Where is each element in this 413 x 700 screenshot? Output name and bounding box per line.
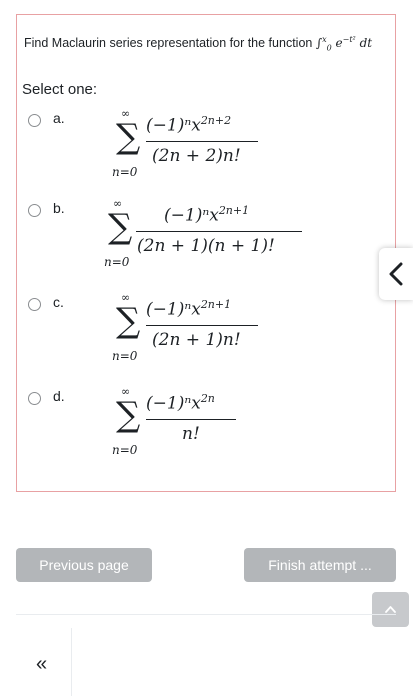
numerator [146, 392, 215, 414]
previous-page-button[interactable]: Previous page [16, 548, 152, 582]
integral-lower: 0 [326, 43, 332, 53]
option-letter: c. [53, 294, 64, 310]
integral-expression [315, 35, 373, 53]
option-letter: b. [53, 200, 65, 216]
sum-upper: ∞ [121, 107, 131, 120]
integral-sign: ∫ [315, 36, 323, 50]
sigma-icon: ∑ [108, 207, 133, 247]
numerator-base: (−1)ⁿx [146, 393, 201, 414]
integral-upper: x [322, 35, 327, 44]
radio-option-c[interactable] [28, 298, 41, 311]
collapse-drawer-button[interactable]: « [36, 653, 48, 675]
integrand: e [335, 36, 343, 50]
back-to-top-button[interactable] [372, 592, 409, 627]
footer-divider [16, 614, 396, 615]
radio-option-d[interactable] [28, 392, 41, 405]
sum-lower: n=0 [112, 349, 138, 363]
numerator-exponent: 2n+1 [200, 298, 232, 311]
numerator [164, 204, 249, 226]
sum-upper: ∞ [121, 385, 131, 398]
denominator: (2n + 1)n! [152, 330, 241, 350]
sum-lower: n=0 [112, 165, 138, 179]
radio-option-a[interactable] [28, 114, 41, 127]
denominator: n! [182, 424, 200, 444]
sum-upper: ∞ [113, 197, 123, 210]
numerator-exponent: 2n+1 [218, 204, 250, 217]
fraction-bar [136, 231, 302, 232]
denominator: (2n + 1)(n + 1)! [137, 236, 275, 256]
numerator [146, 298, 231, 320]
fraction-bar [146, 141, 258, 142]
sum-lower: n=0 [104, 255, 130, 269]
side-drawer-toggle[interactable] [379, 248, 413, 300]
option-letter: a. [53, 110, 65, 126]
numerator-exponent: 2n+2 [200, 114, 232, 127]
numerator-base: (−1)ⁿx [146, 115, 201, 136]
sigma-icon: ∑ [116, 395, 141, 435]
radio-option-b[interactable] [28, 204, 41, 217]
option-letter: d. [53, 388, 65, 404]
numerator-base: (−1)ⁿx [146, 299, 201, 320]
prompt-text: Find Maclaurin series representation for the function [24, 36, 313, 50]
question-prompt [24, 35, 372, 52]
differential: dt [355, 36, 373, 50]
denominator: (2n + 2)n! [152, 146, 241, 166]
numerator-base: (−1)ⁿx [164, 205, 219, 226]
finish-attempt-button[interactable]: Finish attempt ... [244, 548, 396, 582]
sigma-icon: ∑ [116, 117, 141, 157]
footer-vertical-divider [71, 628, 72, 696]
sigma-icon: ∑ [116, 301, 141, 341]
fraction-bar [146, 325, 258, 326]
numerator [146, 114, 231, 136]
chevron-left-icon [389, 262, 403, 286]
select-one-label: Select one: [22, 81, 98, 98]
sum-lower: n=0 [112, 443, 138, 457]
chevron-up-icon [385, 605, 396, 613]
numerator-exponent: 2n [200, 392, 215, 405]
sum-upper: ∞ [121, 291, 131, 304]
integrand-exponent: −t² [342, 35, 356, 44]
fraction-bar [146, 419, 236, 420]
